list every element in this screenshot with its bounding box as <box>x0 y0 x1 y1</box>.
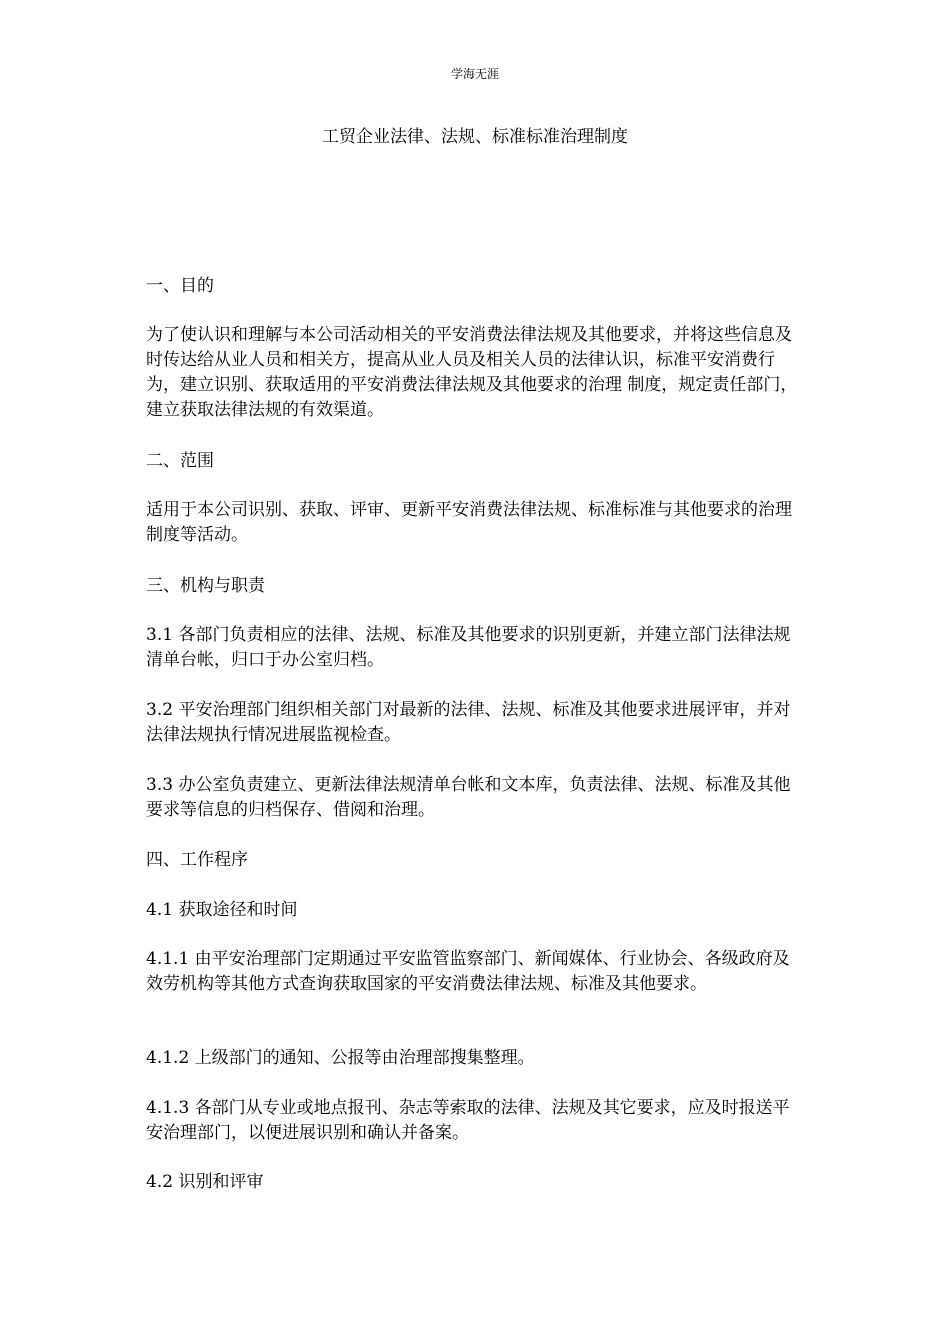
document-title: 工贸企业法律、法规、标准标准治理制度 <box>322 127 628 147</box>
section-heading-purpose: 一、目的 <box>146 276 214 296</box>
subheading-4-2: 4.2 识别和评审 <box>146 1172 264 1192</box>
paragraph-3-3: 3.3 办公室负责建立、更新法律法规清单台帐和文本库，负责法律、法规、标准及其他要求等信息的归档保存、借阅和治理。 <box>146 775 791 820</box>
paragraph-3-2: 3.2 平安治理部门组织相关部门对最新的法律、法规、标准及其他要求进展评审，并对法律法规执行情况进展监视检查。 <box>146 700 791 745</box>
page-header: 学海无涯 <box>450 67 499 81</box>
paragraph-4-1-3: 4.1.3 各部门从专业或地点报刊、杂志等索取的法律、法规及其它要求，应及时报送平安治理部门，以便进展识别和确认并备案。 <box>146 1098 790 1143</box>
paragraph-scope: 适用于本公司识别、获取、评审、更新平安消费法律法规、标准标准与其他要求的治理制度等活动。 <box>146 500 792 545</box>
section-heading-scope: 二、范围 <box>146 451 214 471</box>
section-heading-organization: 三、机构与职责 <box>146 576 265 596</box>
section-heading-procedure: 四、工作程序 <box>146 850 248 870</box>
paragraph-purpose: 为了使认识和理解与本公司活动相关的平安消费法律法规及其他要求，并将这些信息及时传达给从业人员和相关方，提高从业人员及相关人员的法律认识，标准平安消费行为，建立识别、获取适用的平安消费法律法规及其他要求的治理 制度，规定责任部门，建立获取法律法规的有效渠道。 <box>146 325 798 420</box>
paragraph-4-1-2: 4.1.2 上级部门的通知、公报等由治理部搜集整理。 <box>146 1048 535 1068</box>
subheading-4-1: 4.1 获取途径和时间 <box>146 900 298 920</box>
paragraph-4-1-1: 4.1.1 由平安治理部门定期通过平安监管监察部门、新闻媒体、行业协会、各级政府及效劳机构等其他方式查询获取国家的平安消费法律法规、标准及其他要求。 <box>146 949 790 994</box>
paragraph-3-1: 3.1 各部门负责相应的法律、法规、标准及其他要求的识别更新，并建立部门法律法规清单台帐，归口于办公室归档。 <box>146 625 791 670</box>
